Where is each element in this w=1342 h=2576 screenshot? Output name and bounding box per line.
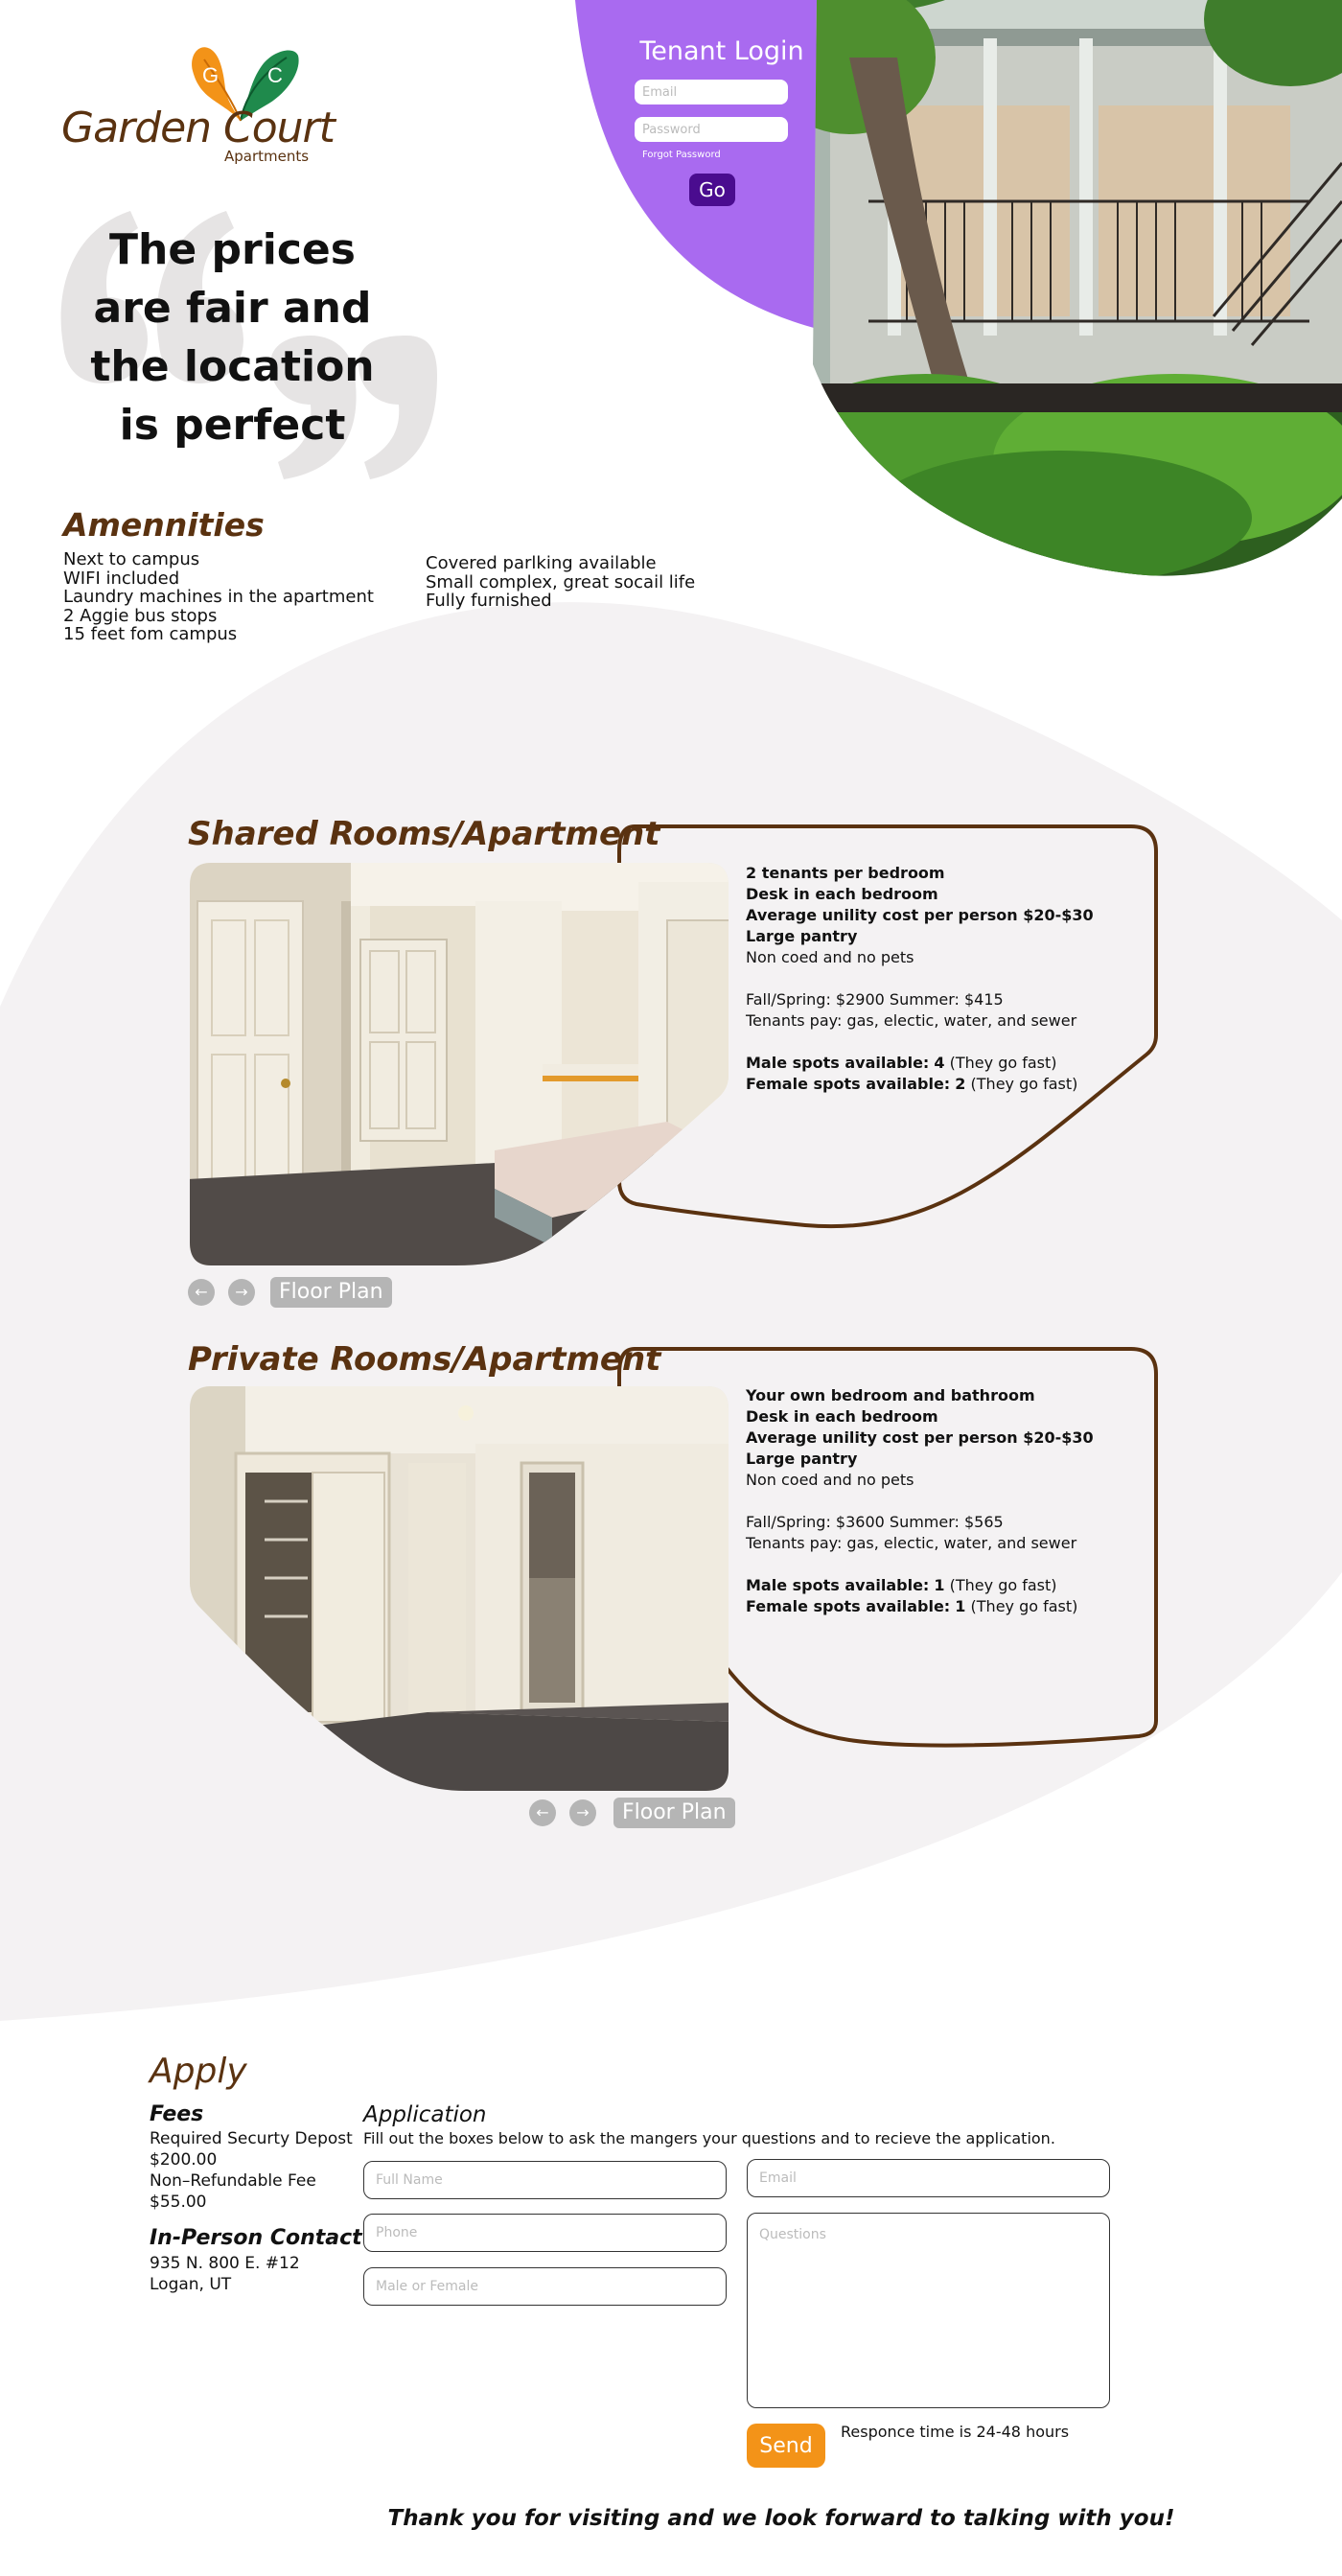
- arrow-left-icon: ←: [536, 1803, 549, 1822]
- detail-line: Large pantry: [746, 927, 858, 945]
- logo-letter-g: G: [202, 63, 220, 87]
- send-button[interactable]: Send: [747, 2424, 825, 2468]
- female-spots-label: Female spots available:: [746, 1597, 951, 1615]
- female-spots-count: 2: [955, 1075, 966, 1093]
- male-spots-line: [746, 1053, 1094, 1074]
- gender-input[interactable]: [363, 2267, 727, 2306]
- male-spots-label: Male spots available:: [746, 1054, 930, 1072]
- login-go-button[interactable]: Go: [689, 174, 735, 206]
- private-room-photo: [188, 1386, 730, 1795]
- price-line: Fall/Spring: $2900 Summer: $415: [746, 990, 1004, 1009]
- fees-title: Fees: [150, 2102, 204, 2126]
- logo-letter-c: C: [267, 63, 283, 87]
- male-spots-label: Male spots available:: [746, 1576, 930, 1594]
- application-title: Application: [363, 2102, 487, 2127]
- fee-line: Non–Refundable Fee: [150, 2171, 316, 2191]
- amenity-item: Laundry machines in the apartment: [63, 587, 374, 607]
- email-input[interactable]: [747, 2159, 1110, 2197]
- detail-line: Average unility cost per person $20-$30: [746, 906, 1094, 924]
- private-next-photo-button[interactable]: [569, 1799, 596, 1826]
- testimonial-quote: The prices are fair and the location is perfect: [90, 225, 375, 450]
- shared-rooms-title: Shared Rooms/Apartment: [188, 815, 660, 853]
- private-floor-plan-button[interactable]: Floor Plan: [613, 1798, 735, 1828]
- amenity-item: 2 Aggie bus stops: [63, 605, 218, 626]
- spots-note: (They go fast): [949, 1576, 1057, 1594]
- logo[interactable]: [61, 42, 335, 167]
- spots-note: (They go fast): [970, 1597, 1078, 1615]
- fees-text: [150, 2128, 353, 2213]
- detail-line: Non coed and no pets: [746, 948, 914, 966]
- spots-note: (They go fast): [970, 1075, 1078, 1093]
- female-spots-count: 1: [955, 1597, 966, 1615]
- shared-prev-photo-button[interactable]: [188, 1279, 215, 1306]
- shared-room-photo: [188, 863, 730, 1271]
- amenity-item: Covered parlking available: [426, 553, 657, 573]
- contact-title: In-Person Contact: [150, 2226, 362, 2250]
- arrow-left-icon: ←: [195, 1283, 208, 1301]
- arrow-right-icon: →: [576, 1803, 590, 1822]
- detail-line: Average unility cost per person $20-$30: [746, 1428, 1094, 1447]
- login-title: Tenant Login: [639, 36, 804, 66]
- questions-textarea[interactable]: [747, 2213, 1110, 2408]
- female-spots-line: [746, 1074, 1094, 1095]
- fee-line: $55.00: [150, 2193, 207, 2212]
- shared-next-photo-button[interactable]: [228, 1279, 255, 1306]
- contact-address: [150, 2253, 300, 2295]
- login-password-input[interactable]: [635, 117, 788, 142]
- address-line: Logan, UT: [150, 2275, 232, 2294]
- male-spots-line: [746, 1575, 1094, 1596]
- female-spots-line: [746, 1596, 1094, 1617]
- application-intro: Fill out the boxes below to ask the mangers your questions and to recieve the application.: [363, 2129, 1055, 2147]
- male-spots-count: 4: [934, 1054, 945, 1072]
- amenities-list-left: [63, 550, 374, 644]
- price-line: Fall/Spring: $3600 Summer: $565: [746, 1513, 1004, 1531]
- private-prev-photo-button[interactable]: [529, 1799, 556, 1826]
- amenities-list-right: [426, 554, 695, 611]
- arrow-right-icon: →: [235, 1283, 248, 1301]
- amenities-title: Amennities: [63, 506, 265, 544]
- detail-line: Desk in each bedroom: [746, 1407, 938, 1426]
- detail-line: Desk in each bedroom: [746, 885, 938, 903]
- login-email-input[interactable]: [635, 80, 788, 104]
- response-time: Responce time is 24-48 hours: [841, 2423, 1070, 2441]
- tenant-login: [575, 0, 824, 211]
- amenity-item: 15 feet fom campus: [63, 624, 238, 644]
- hero-building-photo: [811, 0, 1342, 577]
- shared-floor-plan-button[interactable]: Floor Plan: [270, 1277, 392, 1308]
- spots-note: (They go fast): [949, 1054, 1057, 1072]
- amenity-item: Next to campus: [63, 549, 200, 569]
- tenants-pay-line: Tenants pay: gas, electic, water, and sewer: [746, 1534, 1077, 1552]
- full-name-input[interactable]: [363, 2161, 727, 2199]
- tenants-pay-line: Tenants pay: gas, electic, water, and sewer: [746, 1011, 1077, 1030]
- amenity-item: WIFI included: [63, 568, 180, 589]
- forgot-password-link[interactable]: Forgot Password: [642, 150, 721, 160]
- fee-line: $200.00: [150, 2150, 218, 2170]
- detail-line: 2 tenants per bedroom: [746, 864, 945, 882]
- thank-you-message: Thank you for visiting and we look forward to talking with you!: [387, 2506, 1175, 2531]
- detail-line: Non coed and no pets: [746, 1471, 914, 1489]
- private-rooms-title: Private Rooms/Apartment: [188, 1340, 661, 1379]
- detail-line: Your own bedroom and bathroom: [746, 1386, 1035, 1404]
- shared-details: [746, 863, 1094, 1095]
- amenity-item: Fully furnished: [426, 591, 552, 611]
- address-line: 935 N. 800 E. #12: [150, 2254, 300, 2273]
- phone-input[interactable]: [363, 2214, 727, 2252]
- logo-subtitle: Apartments: [224, 148, 310, 165]
- logo-wordmark: Garden Court: [61, 104, 335, 152]
- apply-title: Apply: [150, 2052, 247, 2091]
- fee-line: Required Securty Depost: [150, 2129, 353, 2148]
- male-spots-count: 1: [934, 1576, 945, 1594]
- private-details: [746, 1385, 1094, 1617]
- female-spots-label: Female spots available:: [746, 1075, 951, 1093]
- amenity-item: Small complex, great socail life: [426, 571, 696, 592]
- detail-line: Large pantry: [746, 1450, 858, 1468]
